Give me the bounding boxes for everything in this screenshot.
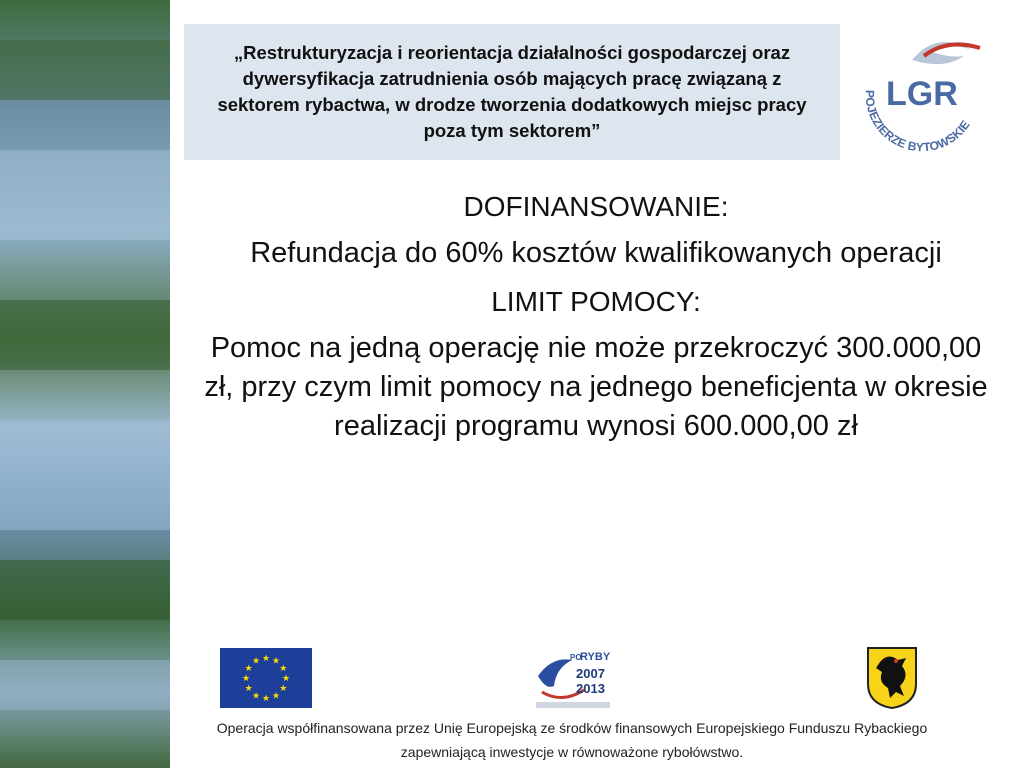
header-title-box [184,24,840,160]
ryby-po-text: PO [570,653,582,662]
eu-star-icon: ★ [244,663,253,673]
ryby-small-print-bar [536,702,610,708]
header-title: „Restrukturyzacja i reorientacja działalności gospodarczej oraz dywersyfikacja zatrudnienia osób mających pracę związaną z sektorem rybactwa, w drodze tworzenia dodatkowych miejsc pracy poza tym sektorem” [217,42,807,141]
ryby-word-text: RYBY [580,651,611,663]
ryby-year-start: 2007 [576,666,605,681]
lgr-logo [852,30,1002,160]
heading-limit-pomocy: LIMIT POMOCY: [491,286,701,317]
text-limit-pomocy: Pomoc na jedną operację nie może przekroczyć 300.000,00 zł, przy czym limit pomocy na jednego beneficjenta w okresie realizacji programu wynosi 600.000,00 zł [204,332,988,442]
heading-dofinansowanie: DOFINANSOWANIE: [463,191,729,222]
main-content [196,188,996,456]
footer-note: Operacja współfinansowana przez Unię Europejską ze środków finansowych Europejskiego Funduszu Rybackiego zapewniającą inwestycje w równoważone rybołówstwo. [216,720,928,760]
ryby-year-end: 2013 [576,681,605,696]
eu-star-icon: ★ [261,653,271,663]
eu-star-icon: ★ [271,690,281,701]
eu-star-icon: ★ [279,663,288,673]
eu-star-icon: ★ [251,690,261,701]
pomorskie-coat-of-arms-icon [866,646,918,710]
ryby-swoosh-icon [538,659,572,687]
lake-photo-strip [0,0,170,768]
eu-star-icon: ★ [281,673,291,683]
eu-star-icon: ★ [241,673,251,683]
lgr-logo-ring-text: POJEZIERZE BYTOWSKIE [862,89,973,155]
eu-flag-icon [220,648,312,708]
eu-star-icon: ★ [244,683,253,693]
eu-star-icon: ★ [271,655,281,666]
eu-star-icon: ★ [261,693,271,703]
text-dofinansowanie: Refundacja do 60% kosztów kwalifikowanych operacji [250,237,942,269]
eu-star-icon: ★ [251,655,261,666]
eu-stars-icon [220,648,312,708]
po-ryby-logo [532,646,614,712]
lgr-logo-text: LGR [886,75,958,113]
eu-star-icon: ★ [279,683,288,693]
